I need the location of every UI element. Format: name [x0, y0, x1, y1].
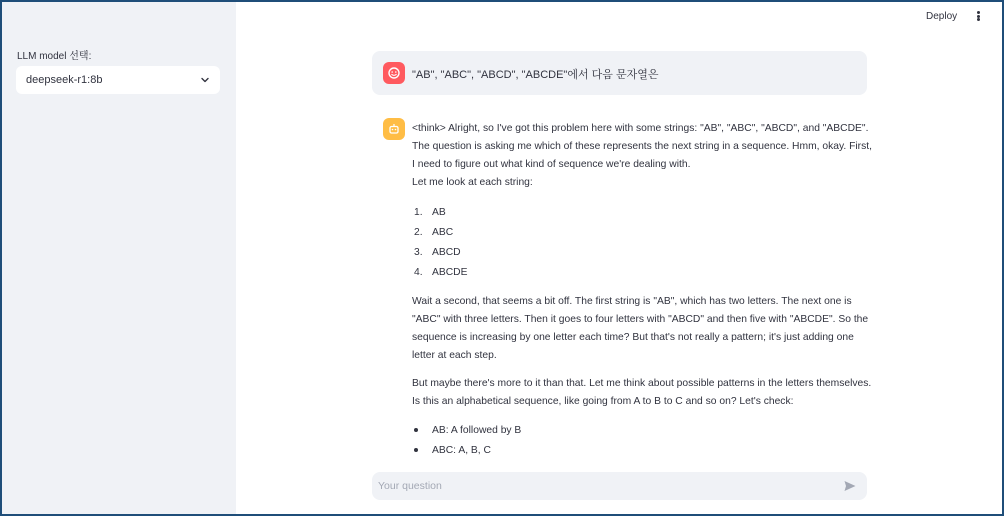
assistant-paragraph: <think> Alright, so I've got this problem here with some strings: "AB", "ABC", "ABCD", and "ABCDE". The question is asking me which of these represents the next string in a sequence. Hmm, okay. First, I need to figure out what kind of sequence we're dealing with. [412, 123, 872, 170]
ordered-list [412, 203, 872, 283]
question-input[interactable] [378, 480, 843, 492]
sidebar [2, 2, 236, 514]
list-item: 1. AB [414, 207, 446, 218]
send-icon[interactable] [843, 479, 857, 493]
robot-icon [383, 118, 405, 140]
user-message [372, 51, 867, 95]
face-icon [383, 62, 405, 84]
list-item: AB: A followed by B [412, 421, 872, 441]
list-item: 4. ABCDE [414, 267, 468, 278]
user-message-text: "AB", "ABC", "ABCD", "ABCDE"에서 다음 문자열은 [412, 69, 659, 81]
list-item: ABC: A, B, C [412, 441, 872, 461]
model-select-value: deepseek-r1:8b [26, 74, 103, 86]
bullet-list [412, 421, 872, 461]
list-item: 2. ABC [414, 227, 454, 238]
model-select-label: LLM model 선택: [17, 51, 92, 62]
assistant-paragraph: But maybe there's more to it than that. Let me think about possible patterns in the letters themselves. Is this an alphabetical sequence, like going from A to B to C and so on? Let's check: [412, 378, 872, 407]
assistant-paragraph: Wait a second, that seems a bit off. The first string is "AB", which has two letters. The next one is "ABC" with three letters. Then it goes to four letters with "ABCD" and then five with "ABCDE". So the sequence is increasing by one letter each time? But that's not really a pattern; it's just adding one letter at each step. [412, 296, 869, 361]
model-select[interactable] [16, 66, 220, 94]
kebab-menu-icon[interactable] [972, 9, 984, 23]
list-item: 3. ABCD [414, 247, 461, 258]
deploy-button[interactable]: Deploy [926, 11, 958, 22]
assistant-paragraph: Let me look at each string: [412, 177, 533, 188]
chevron-down-icon [200, 75, 210, 85]
assistant-message [412, 120, 872, 465]
chat-input-bar [372, 472, 867, 500]
